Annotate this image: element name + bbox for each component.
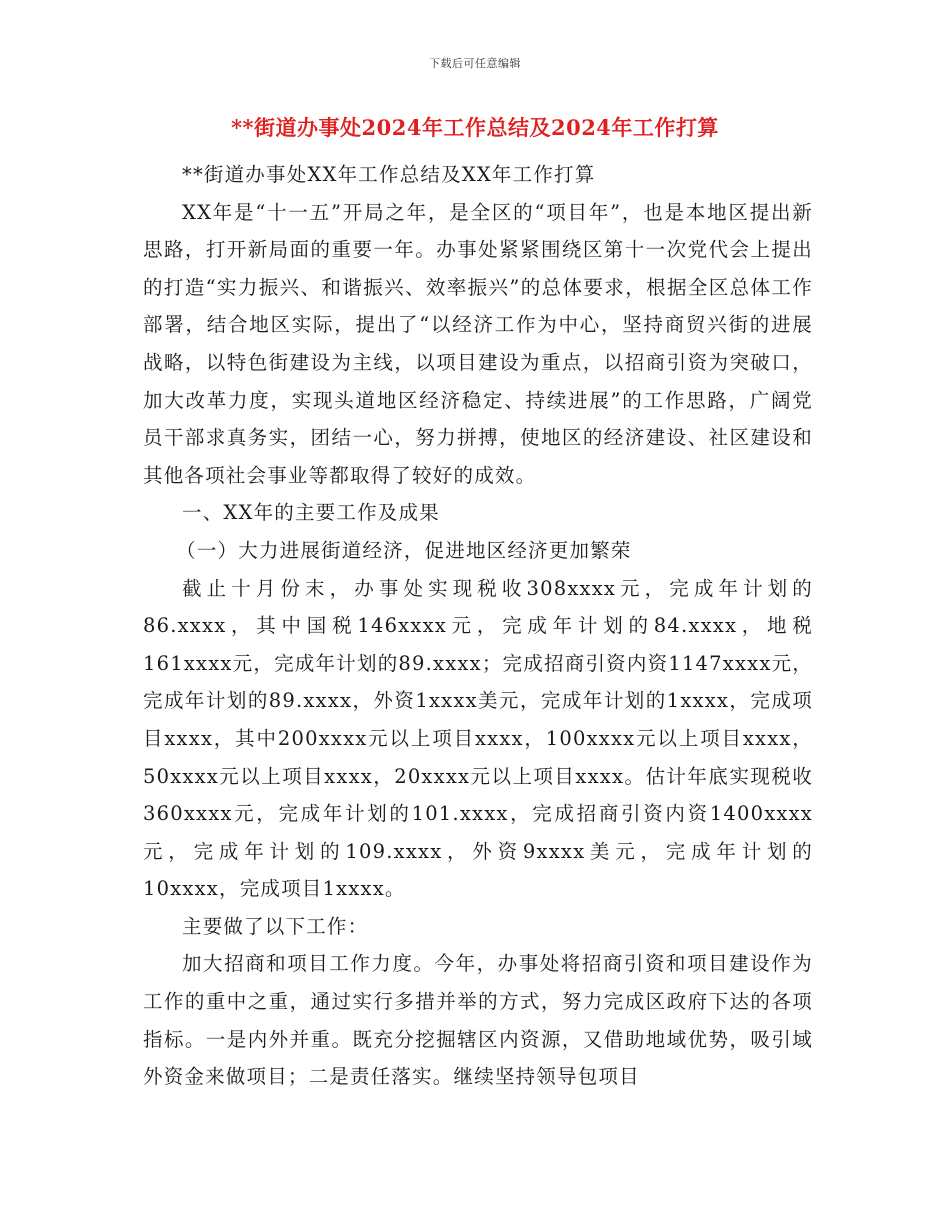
main-work-paragraph: 加大招商和项目工作力度。今年，办事处将招商引资和项目建设作为工作的重中之重，通过实行多措并举的方式，努力完成区政府下达的各项指标。一是内外并重。既充分挖掘辖区内资源，又借助地域优势，吸引域外资金来做项目；二是责任落实。继续坚持领导包项目: [143, 952, 813, 1089]
stats-text-actual: 截止十月份末，办事处实现税收308xxxx元，完成年计划的86.xxxx，其中国税146xxxx元，完成年计划的84.xxxx，地税161xxxx元，完成年计划的89.xxxx；完成招商引资内资1147xxxx元，完成年计划的89.xxxx，外资1xxxx美元，完成年计划的1xxxx，完成项目xxxx，其中200xxxx元以上项目xxxx，100xxxx元以上项目xxxx，50xxxx元以上项目xxxx，20xxxx元以上项目xxxx。: [143, 576, 813, 788]
intro-paragraph: XX年是“十一五”开局之年，是全区的“项目年”，也是本地区提出新思路，打开新局面的重要一年。办事处紧紧围绕区第十一次党代会上提出的打造“实力振兴、和谐振兴、效率振兴”的总体要求，根据全区总体工作部署，结合地区实际，提出了“以经济工作为中心，坚持商贸兴街的进展战略，以特色街建设为主线，以项目建设为重点，以招商引资为突破口，加大改革力度，实现头道地区经济稳定、持续进展”的工作思路，广阔党员干部求真务实，团结一心，努力拼搏，使地区的经济建设、社区建设和其他各项社会事业等都取得了较好的成效。: [143, 200, 813, 487]
stats-text-estimate: 估计年底实现税收360xxxx元，完成年计划的101.xxxx，完成招商引资内资1400xxxx元，完成年计划的109.xxxx，外资9xxxx美元，完成年计划的10xxxx，完成项目1xxxx。: [143, 764, 814, 901]
document-title: **街道办事处2024年工作总结及2024年工作打算: [231, 115, 719, 140]
stats-paragraph: [143, 570, 813, 908]
main-work-heading: 主要做了以下工作：: [182, 914, 369, 938]
document-body: [143, 156, 813, 1096]
subsection-heading: （一）大力进展街道经济，促进地区经济更加繁荣: [176, 538, 632, 562]
header-note: 下载后可任意编辑: [429, 57, 521, 70]
section-heading: 一、XX年的主要工作及成果: [182, 501, 440, 525]
document-subtitle: **街道办事处XX年工作总结及XX年工作打算: [182, 163, 596, 186]
